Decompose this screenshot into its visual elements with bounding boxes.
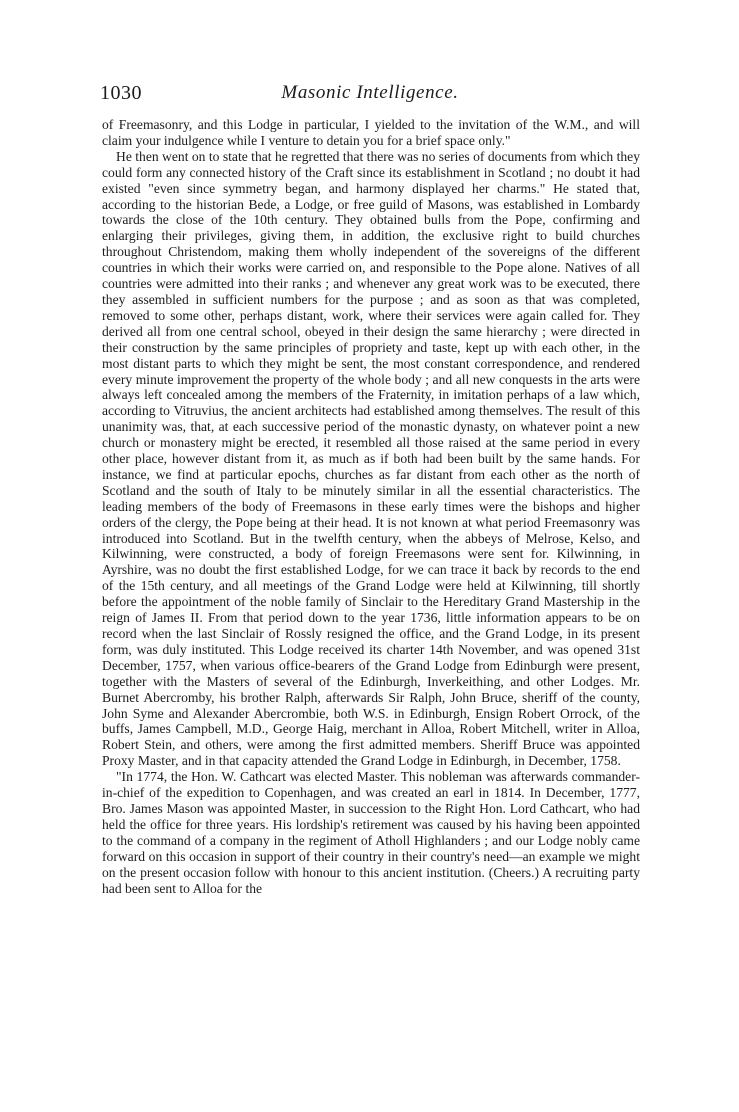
- page-number: 1030: [100, 82, 142, 104]
- body-text: [102, 117, 640, 896]
- paragraph-cathcart: "In 1774, the Hon. W. Cathcart was elected Master. This nobleman was afterwards commander-in-chief of the expedition to Copenhagen, and was created an earl in 1814. In December, 1777, Bro. James Mason was appointed Master, in succession to the Right Hon. Lord Cathcart, who had held the office for three years. His lordship's retirement was caused by his having been appointed to the command of a company in the regiment of Atholl Highlanders ; and our Lodge nobly came forward on this occasion in support of their country in their country's need—an example we might on the present occasion follow with honour to this ancient institution. (Cheers.) A recruiting party had been sent to Alloa for the: [102, 769, 640, 896]
- page-header: [100, 82, 640, 106]
- running-title: Masonic Intelligence.: [281, 82, 459, 103]
- paragraph-history: He then went on to state that he regretted that there was no series of documents from which they could form any connected history of the Craft since its establishment in Scotland ; no doubt it had existed "even since symmetry began, and harmony displayed her charms." He stated that, according to the historian Bede, a Lodge, or free guild of Masons, was established in Lombardy towards the close of the 10th century. They obtained bulls from the Pope, confirming and enlarging their privileges, giving them, in addition, the exclusive right to build churches throughout Christendom, making them wholly independent of the sovereigns of the different countries in which their works were carried on, and responsible to the Pope alone. Natives of all countries were admitted into their ranks ; and whenever any great work was to be executed, there they assembled in sufficient numbers for the purpose ; and as soon as that was completed, removed to some other, perhaps distant, work, where their services were again called for. They derived all from one central school, obeyed in their design the same hierarchy ; were directed in their construction by the same principles of propriety and taste, kept up with each other, in the most distant parts to which they might be sent, the most constant correspondence, and rendered every minute improvement the property of the whole body ; and all new conquests in the arts were always left concealed among the members of the Fraternity, in imitation perhaps of a law which, according to Vitruvius, the ancient architects had established among themselves. The result of this unanimity was, that, at each successive period of the monastic dynasty, on whatever point a new church or monastery might be erected, it resembled all those raised at the same period in every other place, however distant from it, as much as if both had been built by the same hands. For instance, we find at particular epochs, churches as far distant from each other as the north of Scotland and the south of Italy to be minutely similar in all the essential characteristics. The leading members of the body of Freemasons in these early times were the bishops and higher orders of the clergy, the Pope being at their head. It is not known at what period Freemasonry was introduced into Scotland. But in the twelfth century, when the abbeys of Melrose, Kelso, and Kilwinning, were constructed, a body of foreign Freemasons were sent for. Kilwinning, in Ayrshire, was no doubt the first established Lodge, for we can trace it back by records to the end of the 15th century, and all meetings of the Grand Lodge were held at Kilwinning, till shortly before the appointment of the noble family of Sinclair to the Hereditary Grand Mastership in the reign of James II. From that period down to the year 1736, little information appears to be on record when the last Sinclair of Rossly resigned the office, and the Grand Lodge, in its present form, was duly instituted. This Lodge received its charter 14th November, and was opened 31st December, 1757, when various office-bearers of the Grand Lodge from Edinburgh were present, together with the Masters of several of the Edinburgh, Inverkeithing, and other Lodges. Mr. Burnet Abercromby, his brother Ralph, afterwards Sir Ralph, John Bruce, sheriff of the county, John Syme and Alexander Abercrombie, both W.S. in Edinburgh, Ensign Robert Orrock, of the buffs, James Campbell, M.D., George Haig, merchant in Alloa, Robert Mitchell, writer in Alloa, Robert Stein, and others, were among the first admitted members. Sheriff Bruce was appointed Proxy Master, and in that capacity attended the Grand Lodge in Edinburgh, in December, 1758.: [102, 148, 640, 769]
- paragraph-continuation: of Freemasonry, and this Lodge in particular, I yielded to the invitation of the W.M., and will claim your indulgence while I venture to detain you for a brief space only.": [102, 117, 640, 148]
